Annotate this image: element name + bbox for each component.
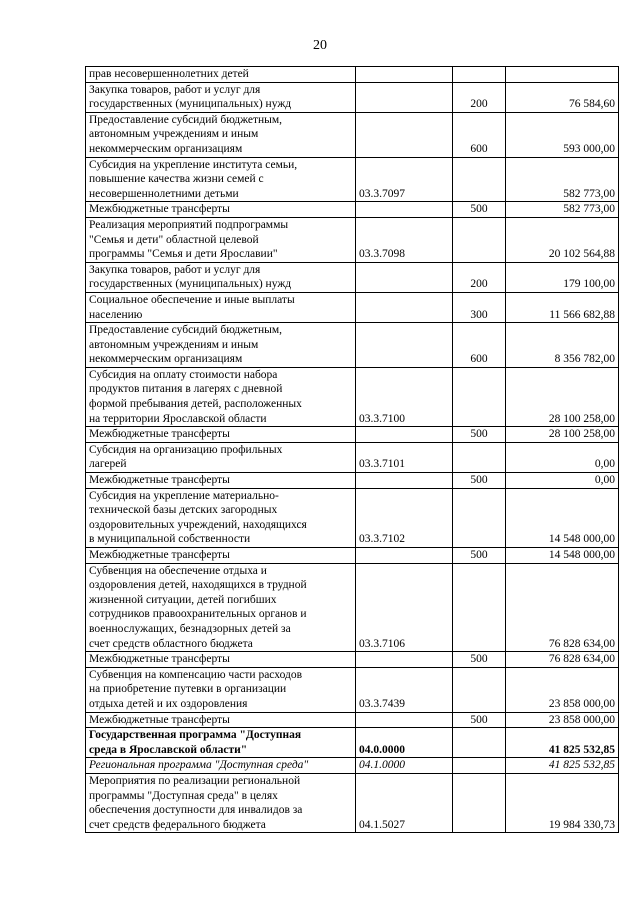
row-name-line: Субсидия на организацию профильных [89, 443, 283, 456]
row-name-cell [86, 442, 356, 472]
row-name-line: автономным учреждениям и иным [89, 128, 259, 141]
table-row [86, 157, 619, 202]
row-name-line: оздоровления детей, находящихся в трудной [89, 579, 307, 592]
row-name-line: Закупка товаров, работ и услуг для [89, 263, 261, 276]
row-name-line: Субвенция на обеспечение отдыха и [89, 564, 267, 577]
row-name-line: среда в Ярославской области" [89, 743, 248, 756]
amount-cell: 76 584,60 [506, 82, 619, 112]
target-code-cell [356, 323, 453, 368]
row-name-line: на территории Ярославской области [89, 412, 267, 425]
row-name-line: Мероприятия по реализации региональной [89, 774, 301, 787]
expense-kind-cell [453, 667, 506, 712]
target-code-cell [356, 82, 453, 112]
amount-cell: 582 773,00 [506, 157, 619, 202]
amount-cell: 28 100 258,00 [506, 427, 619, 443]
table-row [86, 563, 619, 652]
row-name-line: продуктов питания в лагерях с дневной [89, 383, 283, 396]
amount-cell: 23 858 000,00 [506, 667, 619, 712]
amount-cell: 179 100,00 [506, 262, 619, 292]
target-code-cell [356, 473, 453, 489]
table-row [86, 758, 619, 774]
amount-cell [506, 67, 619, 83]
expense-kind-cell [453, 773, 506, 832]
amount-cell: 11 566 682,88 [506, 292, 619, 322]
row-name-cell [86, 292, 356, 322]
row-name-cell [86, 262, 356, 292]
amount-cell: 41 825 532,85 [506, 758, 619, 774]
table-row [86, 367, 619, 426]
page-number: 20 [313, 38, 327, 53]
target-code-cell [356, 262, 453, 292]
expense-kind-cell: 200 [453, 82, 506, 112]
expense-kind-cell: 500 [453, 202, 506, 218]
target-code-cell [356, 652, 453, 668]
row-name-line: населению [89, 308, 143, 321]
row-name-line: военнослужащих, безнадзорных детей за [89, 622, 291, 635]
table-row [86, 442, 619, 472]
target-code-cell: 04.1.0000 [356, 758, 453, 774]
row-name-line: государственных (муниципальных) нужд [89, 98, 292, 111]
row-name-line: некоммерческим организациям [89, 353, 243, 366]
row-name-line: формой пребывания детей, расположенных [89, 398, 302, 411]
amount-cell: 23 858 000,00 [506, 712, 619, 728]
target-code-cell [356, 67, 453, 83]
target-code-cell: 03.3.7098 [356, 217, 453, 262]
row-name-cell [86, 473, 356, 489]
row-name-line: технической базы детских загородных [89, 504, 278, 517]
row-name-line: Субсидия на укрепление института семьи, [89, 158, 298, 171]
row-name-cell [86, 217, 356, 262]
row-name-line: в муниципальной собственности [89, 533, 251, 546]
row-name-line: лагерей [89, 458, 127, 471]
row-name-line: Межбюджетные трансферты [89, 549, 230, 561]
row-name-cell [86, 712, 356, 728]
row-name-line: прав несовершеннолетних детей [89, 68, 249, 80]
target-code-cell [356, 292, 453, 322]
table-row [86, 82, 619, 112]
expense-kind-cell: 500 [453, 712, 506, 728]
expense-kind-cell [453, 563, 506, 652]
row-name-line: несовершеннолетними детьми [89, 187, 239, 200]
row-name-line: повышение качества жизни семей с [89, 173, 264, 186]
row-name-cell [86, 202, 356, 218]
table-row [86, 262, 619, 292]
table-row [86, 712, 619, 728]
expense-kind-cell [453, 157, 506, 202]
row-name-line: Субсидия на оплату стоимости набора [89, 368, 278, 381]
table-row [86, 652, 619, 668]
amount-cell: 76 828 634,00 [506, 652, 619, 668]
table-row [86, 67, 619, 83]
row-name-line: Закупка товаров, работ и услуг для [89, 83, 261, 96]
row-name-line: Межбюджетные трансферты [89, 428, 230, 441]
row-name-line: Реализация мероприятий подпрограммы [89, 218, 289, 231]
row-name-line: счет средств областного бюджета [89, 637, 253, 650]
row-name-cell [86, 667, 356, 712]
expense-kind-cell: 500 [453, 652, 506, 668]
row-name-cell [86, 548, 356, 564]
target-code-cell: 03.3.7097 [356, 157, 453, 202]
budget-table-body [86, 67, 619, 833]
row-name-line: отдыха детей и их оздоровления [89, 697, 248, 710]
target-code-cell: 03.3.7100 [356, 367, 453, 426]
expense-kind-cell [453, 217, 506, 262]
target-code-cell [356, 112, 453, 157]
expense-kind-cell [453, 728, 506, 758]
expense-kind-cell [453, 67, 506, 83]
row-name-line: на приобретение путевки в организации [89, 683, 287, 696]
row-name-line: жизненной ситуации, детей погибших [89, 593, 277, 606]
amount-cell: 76 828 634,00 [506, 563, 619, 652]
row-name-line: обеспечения доступности для инвалидов за [89, 804, 303, 817]
target-code-cell: 03.3.7101 [356, 442, 453, 472]
row-name-cell [86, 157, 356, 202]
row-name-line: счет средств федерального бюджета [89, 818, 266, 831]
row-name-line: Предоставление субсидий бюджетным, [89, 324, 283, 337]
row-name-line: Межбюджетные трансферты [89, 653, 230, 666]
row-name-line: "Семья и дети" областной целевой [89, 233, 259, 246]
amount-cell: 582 773,00 [506, 202, 619, 218]
expense-kind-cell [453, 758, 506, 774]
expense-kind-cell: 500 [453, 427, 506, 443]
amount-cell: 19 984 330,73 [506, 773, 619, 832]
row-name-line: Межбюджетные трансферты [89, 203, 230, 216]
expense-kind-cell [453, 442, 506, 472]
row-name-line: Субсидия на укрепление материально- [89, 489, 279, 502]
table-row [86, 488, 619, 547]
row-name-cell [86, 728, 356, 758]
expense-kind-cell: 500 [453, 548, 506, 564]
expense-kind-cell [453, 367, 506, 426]
row-name-line: Региональная программа "Доступная среда" [89, 759, 309, 772]
amount-cell: 0,00 [506, 442, 619, 472]
amount-cell: 14 548 000,00 [506, 548, 619, 564]
target-code-cell: 03.3.7106 [356, 563, 453, 652]
row-name-cell [86, 563, 356, 652]
row-name-cell [86, 488, 356, 547]
amount-cell: 0,00 [506, 473, 619, 489]
table-row [86, 548, 619, 564]
table-row [86, 773, 619, 832]
row-name-line: некоммерческим организациям [89, 142, 243, 155]
amount-cell: 593 000,00 [506, 112, 619, 157]
row-name-line: программы "Доступная среда" в целях [89, 789, 278, 802]
target-code-cell [356, 202, 453, 218]
table-row [86, 473, 619, 489]
target-code-cell [356, 712, 453, 728]
row-name-line: Социальное обеспечение и иные выплаты [89, 293, 295, 306]
target-code-cell [356, 548, 453, 564]
row-name-line: Государственная программа "Доступная [89, 729, 302, 742]
table-row [86, 292, 619, 322]
table-row [86, 202, 619, 218]
row-name-line: оздоровительных учреждений, находящихся [89, 518, 307, 531]
expense-kind-cell: 500 [453, 473, 506, 489]
amount-cell: 41 825 532,85 [506, 728, 619, 758]
target-code-cell: 03.3.7102 [356, 488, 453, 547]
row-name-cell [86, 427, 356, 443]
row-name-line: программы "Семья и дети Ярославии" [89, 248, 278, 261]
row-name-line: автономным учреждениям и иным [89, 338, 259, 351]
target-code-cell: 04.0.0000 [356, 728, 453, 758]
target-code-cell: 03.3.7439 [356, 667, 453, 712]
row-name-cell [86, 367, 356, 426]
row-name-line: Субвенция на компенсацию части расходов [89, 668, 303, 681]
table-row [86, 323, 619, 368]
row-name-cell [86, 652, 356, 668]
amount-cell: 28 100 258,00 [506, 367, 619, 426]
expense-kind-cell: 600 [453, 323, 506, 368]
row-name-line: государственных (муниципальных) нужд [89, 278, 292, 291]
amount-cell: 8 356 782,00 [506, 323, 619, 368]
row-name-line: Предоставление субсидий бюджетным, [89, 113, 283, 126]
row-name-cell [86, 323, 356, 368]
row-name-line: Межбюджетные трансферты [89, 713, 230, 726]
row-name-cell [86, 82, 356, 112]
row-name-cell [86, 67, 356, 83]
target-code-cell: 04.1.5027 [356, 773, 453, 832]
row-name-cell [86, 112, 356, 157]
expense-kind-cell: 300 [453, 292, 506, 322]
table-row [86, 427, 619, 443]
row-name-cell [86, 773, 356, 832]
expense-kind-cell [453, 488, 506, 547]
amount-cell: 20 102 564,88 [506, 217, 619, 262]
table-row [86, 728, 619, 758]
row-name-line: Межбюджетные трансферты [89, 474, 230, 487]
table-row [86, 112, 619, 157]
table-row [86, 667, 619, 712]
expense-kind-cell: 600 [453, 112, 506, 157]
amount-cell: 14 548 000,00 [506, 488, 619, 547]
row-name-cell [86, 758, 356, 774]
expense-kind-cell: 200 [453, 262, 506, 292]
row-name-line: сотрудников правоохранительных органов и [89, 608, 307, 621]
table-row [86, 217, 619, 262]
target-code-cell [356, 427, 453, 443]
budget-table [85, 66, 619, 833]
